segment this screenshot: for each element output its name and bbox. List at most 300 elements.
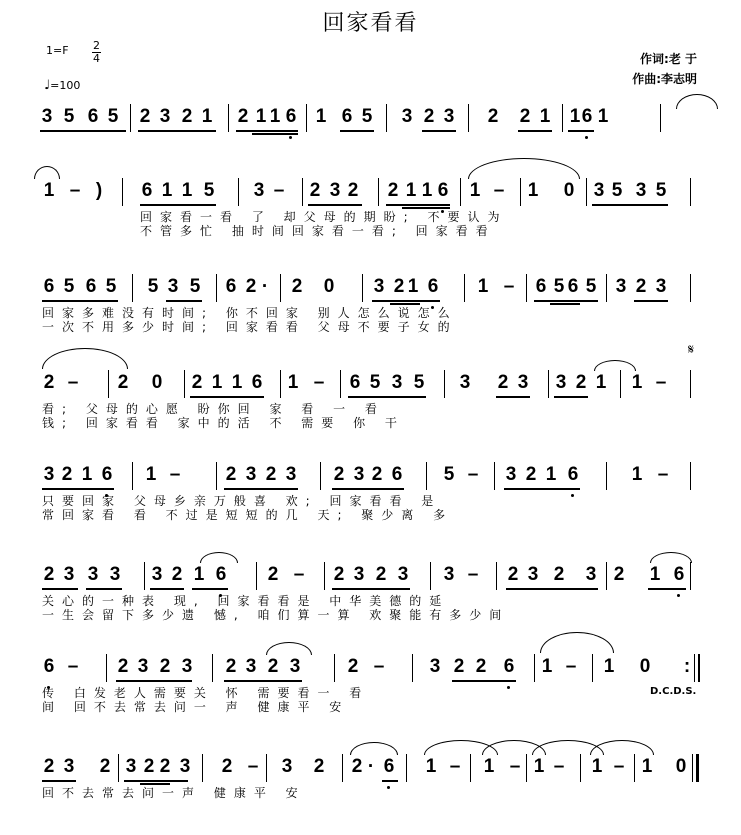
note: 3 (505, 464, 517, 485)
underline (40, 130, 126, 132)
note: 2 (61, 464, 73, 485)
note: 6 (383, 756, 395, 777)
barline (580, 754, 581, 782)
lyric-verse-2: 一次不用多少时间; 回家看看 父母不要子女的 (42, 320, 458, 334)
note: 6 (251, 372, 263, 393)
barline (212, 654, 213, 682)
note: – (503, 276, 515, 297)
note: 2 (333, 564, 345, 585)
tie-arc (266, 642, 312, 655)
note: 2 (313, 756, 325, 777)
note: – (293, 564, 305, 585)
barline (444, 370, 445, 398)
segno-icon: 𝄋 (688, 342, 695, 358)
note: 2 (375, 564, 387, 585)
tie-arc (42, 348, 128, 369)
note: – (247, 756, 259, 777)
lyric-verse-2: 不管多忙 抽时间回家看一看; 回家看看 (140, 224, 496, 238)
note: 1 (591, 756, 603, 777)
note: 3 (125, 756, 137, 777)
note: 3 (63, 756, 75, 777)
barline (306, 104, 307, 132)
time-signature-bottom: 4 (93, 52, 100, 65)
barline (526, 274, 527, 302)
barline (690, 562, 691, 590)
note: 3 (593, 180, 605, 201)
underline (382, 780, 398, 782)
note: 2 (575, 372, 587, 393)
note: 1 (421, 180, 433, 201)
note: 1 (569, 106, 581, 127)
lyric-verse-1: 回家多难没有时间; 你不回家 别人怎么说怎么 (42, 306, 458, 320)
note: 1 (483, 756, 495, 777)
lyric-verse-1: 回家看一看 了 却父母的期盼; 不要认为 (140, 210, 508, 224)
score-row-5 (40, 462, 701, 526)
underline (224, 488, 298, 490)
note: 5 (63, 106, 75, 127)
note: 0 (639, 656, 651, 677)
note: 3 (443, 564, 455, 585)
barline (362, 274, 363, 302)
barline (690, 178, 691, 206)
note: 6 (101, 464, 113, 485)
barline (694, 654, 695, 682)
barline (132, 274, 133, 302)
note: 0 (323, 276, 335, 297)
note: – (553, 756, 565, 777)
barline (108, 370, 109, 398)
dcds-mark: D.C.D.S. (650, 686, 697, 697)
underline (166, 300, 202, 302)
underline (634, 300, 668, 302)
underline (192, 588, 228, 590)
note: 1 (539, 106, 551, 127)
barline (606, 462, 607, 490)
note: 0 (675, 756, 687, 777)
note: 3 (167, 276, 179, 297)
barline (118, 754, 119, 782)
note: 6 (503, 656, 515, 677)
barline (266, 754, 267, 782)
note: 5 (361, 106, 373, 127)
barline-thick (698, 654, 700, 682)
tempo-value: =100 (50, 79, 81, 92)
underline (506, 588, 598, 590)
note: – (373, 656, 385, 677)
note: – (273, 180, 285, 201)
note: – (449, 756, 461, 777)
note: 5 (611, 180, 623, 201)
lyric-verse-2: 间 回不去常去问一 声 健康平 安 (42, 700, 350, 714)
underline (42, 588, 78, 590)
lyric-verse-2: 一生会留下多少遗 憾, 咱们算一算 欢聚能有多少间 (42, 608, 510, 622)
note: 5 (369, 372, 381, 393)
note: 1 (181, 180, 193, 201)
note: 3 (281, 756, 293, 777)
notes-line (40, 178, 701, 204)
note: – (169, 464, 181, 485)
note: 2 (475, 656, 487, 677)
lyric-verse-2: 钱; 回家看看 家中的活 不 需要 你 干 (42, 416, 405, 430)
underline (504, 488, 580, 490)
barline (606, 274, 607, 302)
note: 1 (597, 106, 609, 127)
note: 6 (391, 464, 403, 485)
underline (308, 204, 362, 206)
closing-paren: ) (95, 180, 103, 201)
barline (534, 654, 535, 682)
lyric-verse-2: 常回家看 看 不过是短短的几 天; 聚少离 多 (42, 508, 454, 522)
underline (138, 130, 216, 132)
barline (132, 462, 133, 490)
note: 6 (535, 276, 547, 297)
note: 1 (201, 106, 213, 127)
note: – (565, 656, 577, 677)
note: 1 (469, 180, 481, 201)
repeat-sign: : (683, 656, 691, 677)
note: 2 (245, 276, 257, 297)
underline (340, 130, 374, 132)
barline (692, 754, 693, 782)
note: 2 (43, 372, 55, 393)
note: 2 (143, 756, 155, 777)
underline (534, 300, 598, 302)
note: 2 (225, 656, 237, 677)
note: 3 (151, 564, 163, 585)
note: 2 (613, 564, 625, 585)
note: 2 (237, 106, 249, 127)
underline (592, 204, 668, 206)
barline (144, 562, 145, 590)
note: 2 (507, 564, 519, 585)
note: 0 (563, 180, 575, 201)
barline (690, 274, 691, 302)
note: 2 (117, 372, 129, 393)
note: 2 (265, 464, 277, 485)
note: – (613, 756, 625, 777)
underline (496, 396, 530, 398)
barline (106, 654, 107, 682)
barline (562, 104, 563, 132)
note: 2 (191, 372, 203, 393)
note: 3 (517, 372, 529, 393)
note: 3 (655, 276, 667, 297)
underline (348, 396, 426, 398)
note: 5 (189, 276, 201, 297)
note: 2 (159, 656, 171, 677)
barline (202, 754, 203, 782)
underline (554, 396, 588, 398)
note: 6 (341, 106, 353, 127)
note: 1 (269, 106, 281, 127)
barline (184, 370, 185, 398)
note: 5 (553, 276, 565, 297)
note: 2 (159, 756, 171, 777)
underline (332, 488, 404, 490)
tie-arc (200, 552, 238, 563)
lyricist-credit: 作词:老 于 (640, 52, 697, 66)
underline (86, 588, 122, 590)
note: 1 (255, 106, 267, 127)
barline (334, 654, 335, 682)
note: 1 (631, 372, 643, 393)
note: 1 (425, 756, 437, 777)
note: 2 (309, 180, 321, 201)
underline (116, 680, 192, 682)
note: 1 (541, 656, 553, 677)
note: 2 (635, 276, 647, 297)
notes-line (40, 342, 701, 396)
lyric-verse-1: 只要回家 父母乡亲万般喜 欢; 回家看看 是 (42, 494, 442, 508)
note: 3 (137, 656, 149, 677)
score-row-7 (40, 654, 701, 718)
note: 2 (43, 756, 55, 777)
score-row-2 (40, 178, 701, 242)
note: 2 (171, 564, 183, 585)
underline (422, 130, 456, 132)
note: 3 (245, 464, 257, 485)
notes-line (40, 562, 701, 588)
barline (320, 462, 321, 490)
barline (634, 754, 635, 782)
barline (606, 562, 607, 590)
note: 3 (109, 564, 121, 585)
note: 1 (649, 564, 661, 585)
note: 2 (519, 106, 531, 127)
note: 6 (43, 276, 55, 297)
underline (42, 780, 76, 782)
note: 5 (585, 276, 597, 297)
quarter-note-icon: ♩ (44, 78, 51, 93)
barline (216, 462, 217, 490)
note: 6 (225, 276, 237, 297)
note: 6 (567, 276, 579, 297)
note: 3 (391, 372, 403, 393)
note: 3 (353, 464, 365, 485)
tie-arc (540, 632, 614, 653)
note: 3 (87, 564, 99, 585)
note: 6 (437, 180, 449, 201)
note: 2 (423, 106, 435, 127)
barline (548, 370, 549, 398)
score-row-6 (40, 562, 701, 626)
underline (568, 130, 594, 132)
underline (190, 396, 264, 398)
note: 3 (253, 180, 265, 201)
note: 2 (387, 180, 399, 201)
barline (526, 754, 527, 782)
barline (412, 654, 413, 682)
barline (228, 104, 229, 132)
time-signature (92, 40, 101, 65)
barline (122, 178, 123, 206)
barline (280, 370, 281, 398)
barline (660, 104, 661, 132)
note: 5 (107, 106, 119, 127)
barline (620, 370, 621, 398)
note: 6 (673, 564, 685, 585)
note: – (69, 180, 81, 201)
note: 1 (641, 756, 653, 777)
underline (452, 680, 516, 682)
note: 2 (487, 106, 499, 127)
barline (426, 462, 427, 490)
note: 5 (443, 464, 455, 485)
note: · (261, 276, 269, 297)
barline-thick (696, 754, 699, 782)
note: 1 (43, 180, 55, 201)
barline (130, 104, 131, 132)
note: – (67, 656, 79, 677)
lyric-verse-1: 传 白发老人需要关 怀 需要看一 看 (42, 686, 370, 700)
note: 1 (631, 464, 643, 485)
underline (236, 130, 298, 132)
note: 3 (329, 180, 341, 201)
note: 2 (267, 656, 279, 677)
note: 3 (615, 276, 627, 297)
note: 2 (99, 756, 111, 777)
barline (216, 274, 217, 302)
underline (372, 300, 440, 302)
barline (280, 274, 281, 302)
score-row-1 (40, 104, 701, 168)
note: 1 (315, 106, 327, 127)
note: 1 (81, 464, 93, 485)
barline (378, 178, 379, 206)
note: 2 (347, 180, 359, 201)
barline (386, 104, 387, 132)
note: 5 (105, 276, 117, 297)
tie-arc (650, 552, 692, 563)
note: 1 (477, 276, 489, 297)
note: 1 (287, 372, 299, 393)
note: – (657, 464, 669, 485)
note: 1 (161, 180, 173, 201)
underline (140, 204, 216, 206)
note: – (467, 564, 479, 585)
note: 2 (43, 564, 55, 585)
note: 3 (635, 180, 647, 201)
note: 3 (353, 564, 365, 585)
note: – (655, 372, 667, 393)
note: 3 (527, 564, 539, 585)
underline (518, 130, 552, 132)
note: 6 (427, 276, 439, 297)
barline (690, 462, 691, 490)
note: 6 (581, 106, 593, 127)
barline (468, 104, 469, 132)
note: 3 (555, 372, 567, 393)
underline (386, 204, 450, 206)
time-signature-top: 2 (93, 39, 100, 52)
note: 3 (43, 464, 55, 485)
note: 1 (545, 464, 557, 485)
note: 1 (193, 564, 205, 585)
note: 1 (211, 372, 223, 393)
note: – (493, 180, 505, 201)
score-row-3 (40, 274, 701, 338)
barline (406, 754, 407, 782)
score-row-4 (40, 342, 701, 434)
note: 3 (289, 656, 301, 677)
note: 3 (443, 106, 455, 127)
barline (460, 178, 461, 206)
underline (42, 488, 114, 490)
note: 2 (291, 276, 303, 297)
notes-line (40, 104, 701, 130)
note: – (509, 756, 521, 777)
barline (238, 178, 239, 206)
underline (332, 588, 410, 590)
note: 6 (349, 372, 361, 393)
note: 2 (333, 464, 345, 485)
barline (586, 178, 587, 206)
note: 2 (553, 564, 565, 585)
lyric-verse-1: 关心的一种表 现, 回家看看是 中华美德的延 (42, 594, 450, 608)
lyric-verse-1: 看; 父母的心愿 盼你回 家 看 一 看 (42, 402, 385, 416)
barline (342, 754, 343, 782)
note: 2 (393, 276, 405, 297)
score-row-8 (40, 754, 701, 818)
note: 1 (527, 180, 539, 201)
note: 0 (151, 372, 163, 393)
note: 1 (405, 180, 417, 201)
note: 2 (267, 564, 279, 585)
note: 1 (595, 372, 607, 393)
note: 2 (221, 756, 233, 777)
note: 3 (585, 564, 597, 585)
note: 1 (145, 464, 157, 485)
note: – (67, 372, 79, 393)
note: 5 (203, 180, 215, 201)
note: 3 (401, 106, 413, 127)
tie-arc (676, 94, 718, 109)
underline (124, 780, 188, 782)
composer-credit: 作曲:李志明 (632, 72, 697, 86)
tie-arc (594, 360, 636, 371)
note: 3 (63, 564, 75, 585)
note: 2 (453, 656, 465, 677)
notes-line (40, 754, 701, 780)
note: 2 (181, 106, 193, 127)
note: 2 (139, 106, 151, 127)
low-octave-dot (289, 136, 292, 139)
note: 3 (179, 756, 191, 777)
underline (648, 588, 686, 590)
note: 3 (397, 564, 409, 585)
note: 3 (181, 656, 193, 677)
note: 1 (407, 276, 419, 297)
note: 5 (413, 372, 425, 393)
note: 1 (533, 756, 545, 777)
barline (340, 370, 341, 398)
note: 5 (147, 276, 159, 297)
tie-arc (590, 740, 654, 755)
barline (324, 562, 325, 590)
tempo-mark (44, 78, 80, 93)
barline (302, 178, 303, 206)
note: 3 (285, 464, 297, 485)
note: 1 (603, 656, 615, 677)
note: 6 (567, 464, 579, 485)
note: 5 (63, 276, 75, 297)
note: 3 (373, 276, 385, 297)
note: 6 (285, 106, 297, 127)
underline (252, 133, 298, 135)
low-octave-dot (585, 136, 588, 139)
tie-arc (350, 742, 398, 755)
note: 6 (141, 180, 153, 201)
